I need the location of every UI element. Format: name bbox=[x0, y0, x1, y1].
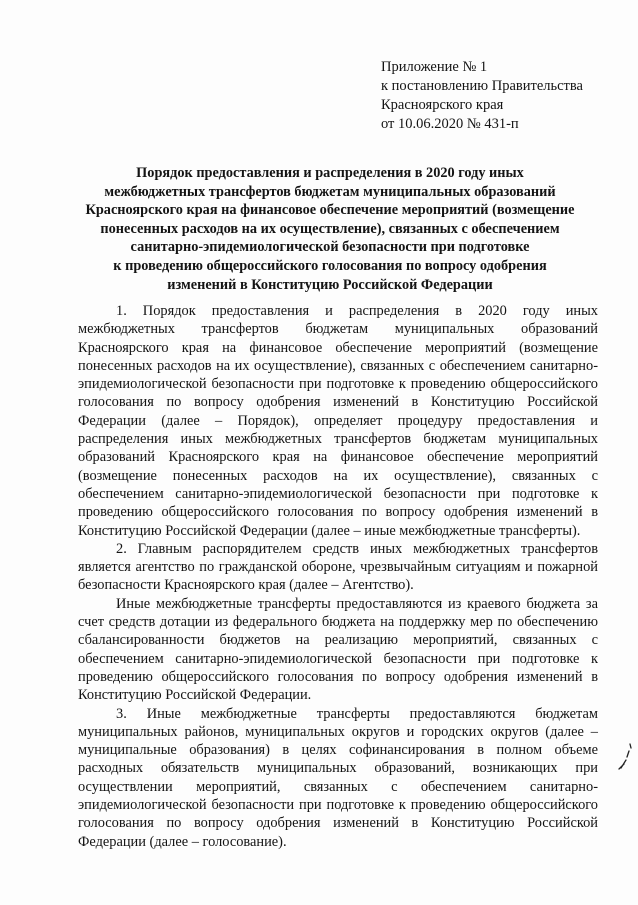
paragraph-3: 3. Иные межбюджетные трансферты предоставляются бюджетам муниципальных районов, муниципальных округов и городских округов (далее – муниципальные образования) в целях софинансирования в полном объеме расходных обязательств муниципальных образований, возникающих при осуществлении мероприятий, связанных с обеспечением санитарно-эпидемиологической безопасности при подготовке к проведению общероссийского голосования по вопросу одобрения изменений в Конституцию Российской Федерации (далее – голосование). bbox=[78, 705, 598, 850]
paragraph-2: 2. Главным распорядителем средств иных межбюджетных трансфертов является агентство по гражданской обороне, чрезвычайным ситуациям и пожарной безопасности Красноярского края (далее – Агентство). bbox=[78, 540, 598, 594]
margin-pen-mark-icon bbox=[615, 742, 635, 772]
document-title bbox=[70, 164, 590, 294]
title-line: изменений в Конституцию Российской Федерации bbox=[167, 276, 493, 293]
paragraph-1: 1. Порядок предоставления и распределения в 2020 году иных межбюджетных трансфертов бюджетам муниципальных образований Красноярского края на финансовое обеспечение мероприятий (возмещение понесенных расходов на их осуществление), связанных с обеспечением санитарно-эпидемиологической безопасности при подготовке к проведению общероссийского голосования по вопросу одобрения изменений в Конституцию Российской Федерации (далее – Порядок), определяет процедуру предоставления и распределения иных межбюджетных трансфертов бюджетам муниципальных образований Красноярского края на финансовое обеспечение мероприятий (возмещение понесенных расходов на их осуществление), связанных с обеспечением санитарно-эпидемиологической безопасности при подготовке к проведению общероссийского голосования по вопросу одобрения изменений в Конституцию Российской Федерации (далее – иные межбюджетные трансферты). bbox=[78, 303, 598, 539]
title-line: межбюджетных трансфертов бюджетам муниципальных образований bbox=[104, 183, 556, 200]
title-line: Красноярского края на финансовое обеспечение мероприятий (возмещение bbox=[85, 202, 575, 219]
appendix-line: Приложение № 1 bbox=[381, 59, 488, 75]
document-body bbox=[78, 302, 598, 851]
title-line: к проведению общероссийского голосования по вопросу одобрения bbox=[113, 257, 547, 274]
title-line: санитарно-эпидемиологической безопасности при подготовке bbox=[130, 239, 530, 256]
appendix-line: Красноярского края bbox=[381, 97, 504, 113]
appendix-header bbox=[381, 58, 621, 134]
title-line: понесенных расходов на их осуществление), связанных с обеспечением bbox=[100, 220, 560, 237]
paragraph-2-continued: Иные межбюджетные трансферты предоставляются из краевого бюджета за счет средств дотации из федерального бюджета на поддержку мер по обеспечению сбалансированности бюджетов на реализацию мероприятий, связанных с обеспечением санитарно-эпидемиологической безопасности при подготовке к проведению общероссийского голосования по вопросу одобрения изменений в Конституцию Российской Федерации. bbox=[78, 595, 598, 704]
appendix-line: к постановлению Правительства bbox=[381, 78, 583, 94]
title-line: Порядок предоставления и распределения в 2020 году иных bbox=[136, 165, 524, 181]
appendix-line: от 10.06.2020 № 431-п bbox=[381, 116, 519, 132]
